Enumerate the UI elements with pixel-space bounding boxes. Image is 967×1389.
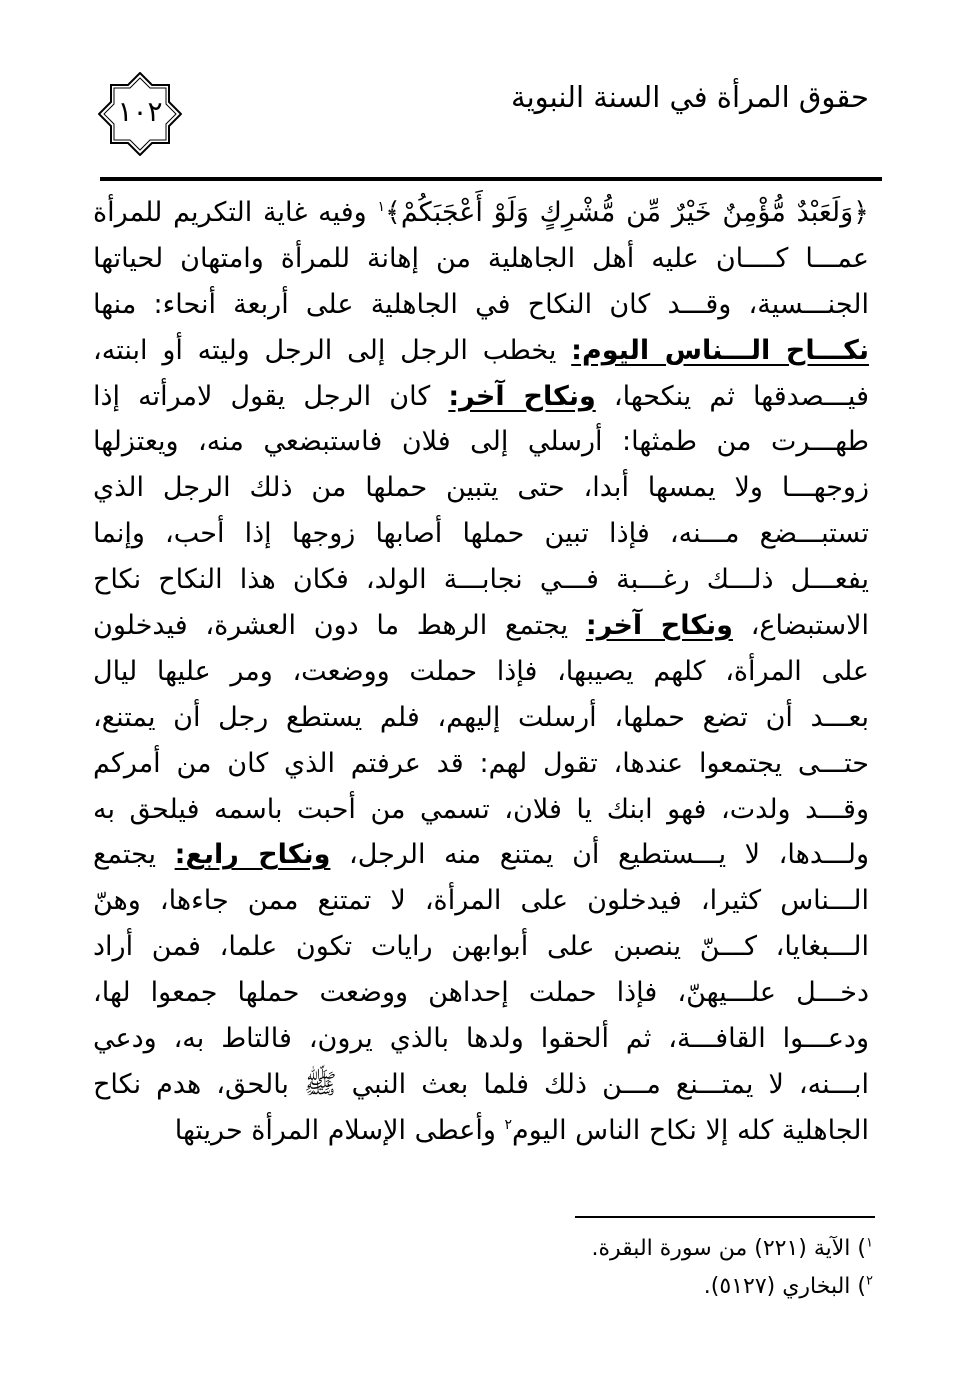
text-segment: حتـــى يجتمعوا عندها، تقول لهم: قد عرفتم الذي كان من أمركم — [93, 747, 869, 779]
text-line — [93, 374, 869, 420]
footnote-number: ١ — [866, 1235, 873, 1251]
text-segment: عمـــا كــــان عليه أهل الجاهلية من إهانة للمرأة وامتهان لحياتها — [93, 242, 869, 274]
text-segment: يجتمع — [93, 839, 175, 871]
text-line — [93, 511, 869, 557]
text-line — [93, 970, 869, 1016]
text-line — [93, 741, 869, 787]
underlined-heading: ونكاح آخر: — [585, 610, 733, 642]
text-segment: يجتمع الرهط ما دون العشرة، فيدخلون — [93, 610, 586, 642]
text-segment: بعـــد أن تضع حملها، أرسلت إليهم، فلم يستطع رجل أن يمتنع، — [93, 701, 869, 733]
text-segment: ابـــنه، لا يمتـــنع مـــن ذلك فلما بعث النبي ﷺ بالحق، هدم نكاح — [93, 1068, 869, 1100]
text-segment: على المرأة، كلهم يصيبها، فإذا حملت ووضعت، ومر عليها ليال — [93, 655, 869, 687]
text-segment: ودعـــوا القافـــة، ثم ألحقوا ولدها بالذي يرون، فالتاط به، ودعي — [93, 1023, 869, 1055]
text-line — [93, 557, 869, 603]
footnote-divider — [575, 1216, 875, 1218]
text-segment: الاستبضاع، — [732, 610, 869, 642]
running-title: حقوق المرأة في السنة النبوية — [511, 80, 869, 114]
footnote-number: ٢ — [866, 1273, 873, 1289]
text-line — [93, 787, 869, 833]
text-segment: زوجهـــا ولا يمسها أبدا، حتى يتبين حملها من ذلك الرجل الذي — [93, 472, 869, 504]
body-text — [93, 190, 869, 1154]
text-line — [93, 603, 869, 649]
quran-verse: وَلَعَبْدٌ مُّؤْمِنٌ خَيْرٌ مِّن مُّشْرِكٍ وَلَوْ أَعْجَبَكُمْ — [400, 197, 854, 228]
text-line — [93, 190, 869, 236]
text-line — [93, 1016, 869, 1062]
footnote-text: الآية (٢٢١) من سورة البقرة. — [591, 1236, 858, 1261]
text-segment: كان الرجل يقول لامرأته إذا — [93, 380, 449, 412]
footnote — [353, 1230, 873, 1268]
text-line — [93, 695, 869, 741]
footnote — [353, 1268, 873, 1306]
text-segment: ﴿ — [853, 197, 869, 228]
text-segment: ﴾ — [384, 197, 401, 228]
text-segment: الـــناس كثيرا، فيدخلون على المرأة، لا تمتنع ممن جاءها، وهنّ — [93, 885, 869, 917]
text-line — [93, 924, 869, 970]
text-segment: الجنـــسية، وقـــد كان النكاح في الجاهلية على أربعة أنحاء: منها — [93, 288, 869, 320]
text-segment: تستبـــضع مـــنه، فإذا تبين حملها أصابها زوجها إذا أحب، وإنما — [93, 518, 869, 550]
text-segment: يخطب الرجل إلى الرجل وليته أو ابنته، — [93, 334, 572, 366]
text-line — [93, 465, 869, 511]
footnote-paren: ) — [857, 1236, 867, 1261]
text-segment: يفعـــل ذلـــك رغـــبة فـــي نجابـــة الولد، فكان هذا النكاح نكاح — [93, 564, 869, 596]
footnote-text: البخاري (٥١٢٧). — [703, 1274, 858, 1299]
text-segment: وقـــد ولدت، فهو ابنك يا فلان، تسمي من أحبت باسمه فيلحق به — [93, 793, 869, 825]
text-line — [93, 328, 869, 374]
text-line — [93, 878, 869, 924]
page-number-badge — [98, 72, 182, 156]
underlined-heading: ونكاح رابع: — [174, 839, 331, 871]
header-divider — [100, 177, 882, 181]
page-number: ١٠٢ — [117, 95, 163, 128]
text-segment: الـــبغايا، كـــنّ ينصبن على أبوابهن رايات تكون علما، فمن أراد — [93, 931, 869, 963]
text-segment: وأعطى الإسلام المرأة حريتها — [174, 1114, 505, 1146]
underlined-heading: نكـــاح الـــناس اليوم: — [571, 334, 869, 366]
text-line — [93, 419, 869, 465]
footnote-paren: ) — [857, 1274, 867, 1299]
text-segment: ولـــدها، لا يـــستطيع أن يمتنع منه الرجل، — [330, 839, 869, 871]
text-line — [93, 1108, 869, 1154]
text-line — [93, 282, 869, 328]
footnote-marker: ٢ — [504, 1116, 513, 1133]
text-line — [93, 1062, 869, 1108]
text-segment: الجاهلية كله إلا نكاح الناس اليوم — [512, 1114, 869, 1146]
text-segment: فيـــصدقها ثم ينكحها، — [595, 380, 869, 412]
text-segment: دخـــل علـــيهنّ، فإذا حملت إحداهن ووضعت حملها جمعوا لها، — [93, 977, 869, 1009]
text-line — [93, 649, 869, 695]
text-segment: طهـــرت من طمثها: أرسلي إلى فلان فاستبضعي منه، ويعتزلها — [93, 426, 869, 458]
text-line — [93, 832, 869, 878]
text-line — [93, 236, 869, 282]
underlined-heading: ونكاح آخر: — [448, 380, 596, 412]
footnote-marker: ١ — [377, 199, 385, 215]
text-segment: وفيه غاية التكريم للمرأة — [93, 197, 378, 228]
footnotes — [353, 1230, 873, 1306]
